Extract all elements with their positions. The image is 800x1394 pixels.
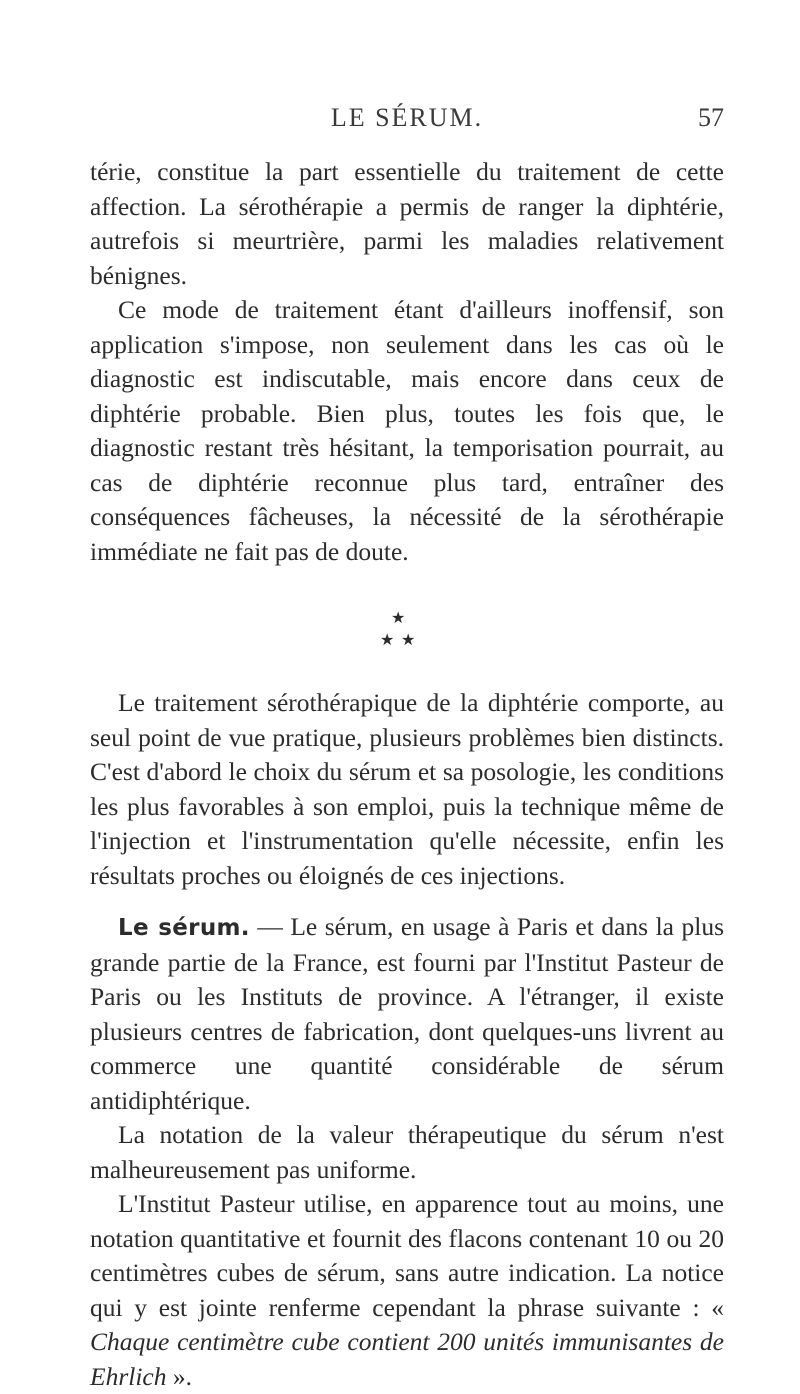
separator-star: ★ xyxy=(401,630,416,649)
paragraph-continuation: térie, constitue la part essentielle du traitement de cette affection. La sérothérapie a permis de ranger la diphtérie, autrefois si meurtrière, parmi les maladies relativement bénignes. xyxy=(90,157,724,290)
page-number: 57 xyxy=(698,103,724,132)
separator-star: ★ xyxy=(391,608,406,627)
paragraph-serum xyxy=(90,910,724,1118)
paragraph-overview: Le traitement sérothérapique de la diphtérie comporte, au seul point de vue pratique, plusieurs problèmes bien distincts. C'est d'abord le choix du sérum et sa posologie, les conditions les plus favorables à son emploi, puis la technique même de l'injection et l'instrumentation qu'elle nécessite, enfin les résultats proches ou éloignés de ces injections. xyxy=(90,688,724,890)
running-title: LE SÉRUM. xyxy=(330,103,484,132)
paragraph-serum-text: — Le sérum, en usage à Paris et dans la plus grande partie de la France, est fourni par l'Institut Pasteur de Paris ou les Instituts de province. A l'étranger, il existe plusieurs centres de fabrication, dont quelques-uns livrent au commerce une quantité considérable de sérum antidiphtérique. xyxy=(90,912,725,1115)
paragraph-pasteur-end: ». xyxy=(166,1361,192,1391)
section-separator xyxy=(90,596,724,660)
separator-star: ★ xyxy=(380,630,395,649)
quoted-phrase: Chaque centimètre cube contient 200 unités immunisantes de Ehrlich xyxy=(90,1327,724,1391)
paragraph-notation: La notation de la valeur thérapeutique du sérum n'est malheureusement pas uniforme. xyxy=(90,1120,724,1184)
running-header xyxy=(90,100,724,136)
body-text xyxy=(90,155,724,1394)
section-heading: Le sérum. xyxy=(118,915,250,941)
paragraph-pasteur-text: L'Institut Pasteur utilise, en apparence tout au moins, une notation quantitative et fournit des flacons contenant 10 ou 20 centimètres cubes de sérum, sans autre indication. La notice qui y est jointe renferme cependant la phrase suivante : « xyxy=(90,1189,724,1322)
paragraph-pasteur xyxy=(90,1187,724,1394)
paragraph-application: Ce mode de traitement étant d'ailleurs inoffensif, son application s'impose, non seulement dans les cas où le diagnostic est indiscutable, mais encore dans ceux de diphtérie probable. Bien plus, toutes les fois que, le diagnostic restant très hésitant, la temporisation pourrait, au cas de diphtérie reconnue plus tard, entraîner des conséquences fâcheuses, la nécessité de la sérothérapie immédiate ne fait pas de doute. xyxy=(90,295,724,566)
